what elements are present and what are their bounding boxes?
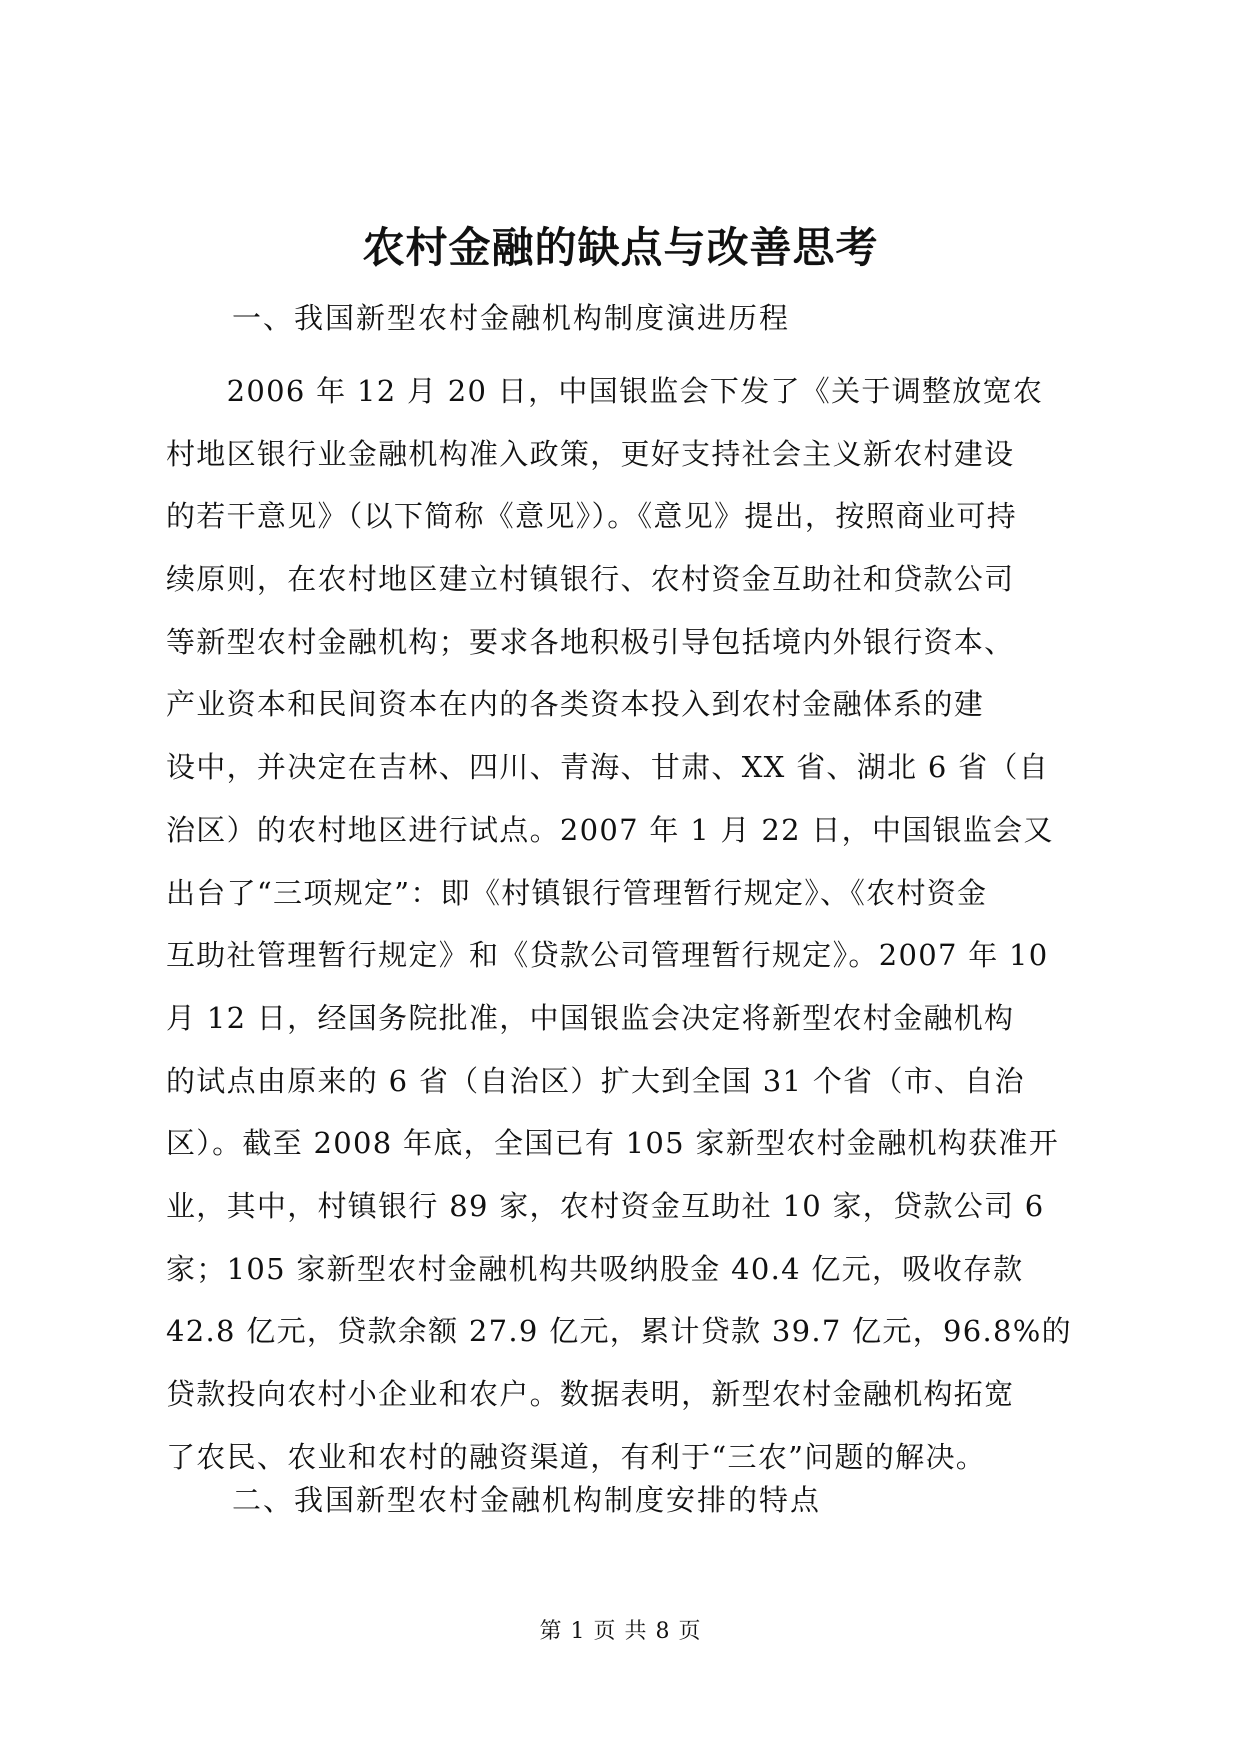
paragraph-line-15: 家；105 家新型农村金融机构共吸纳股金 40.4 亿元，吸收存款 (166, 1251, 1024, 1286)
page-footer: 第 1 页 共 8 页 (539, 1619, 702, 1644)
paragraph-line-5: 等新型农村金融机构；要求各地积极引导包括境内外银行资本、 (166, 624, 1015, 659)
paragraph-line-18: 了农民、农业和农村的融资渠道，有利于“三农”问题的解决。 (166, 1439, 987, 1474)
paragraph-line-2: 村地区银行业金融机构准入政策，更好支持社会主义新农村建设 (166, 436, 1015, 471)
paragraph-line-4: 续原则，在农村地区建立村镇银行、农村资金互助社和贷款公司 (166, 562, 1015, 597)
paragraph-line-10: 互助社管理暂行规定》和《贷款公司管理暂行规定》。2007 年 10 (166, 938, 1049, 973)
paragraph-line-1: 2006 年 12 月 20 日，中国银监会下发了《关于调整放宽农 (166, 374, 1044, 408)
section-heading-1: 一、我国新型农村金融机构制度演进历程 (232, 301, 791, 335)
paragraph-line-14: 业，其中，村镇银行 89 家，农村资金互助社 10 家，贷款公司 6 (166, 1188, 1045, 1223)
paragraph-line-3: 的若干意见》（以下简称《意见》）。《意见》提出，按照商业可持 (166, 499, 1018, 534)
paragraph-line-12: 的试点由原来的 6 省（自治区）扩大到全国 31 个省（市、自治 (166, 1063, 1025, 1098)
paragraph-line-11: 月 12 日，经国务院批准，中国银监会决定将新型农村金融机构 (166, 1000, 1015, 1035)
body-paragraph (166, 360, 1076, 1488)
section-heading-2: 二、我国新型农村金融机构制度安排的特点 (232, 1483, 822, 1517)
paragraph-line-6: 产业资本和民间资本在内的各类资本投入到农村金融体系的建 (166, 687, 985, 722)
paragraph-line-7: 设中，并决定在吉林、四川、青海、甘肃、XX 省、湖北 6 省（自 (166, 750, 1049, 785)
paragraph-line-13: 区）。截至 2008 年底，全国已有 105 家新型农村金融机构获准开 (166, 1126, 1060, 1161)
paragraph-line-16: 42.8 亿元，贷款余额 27.9 亿元，累计贷款 39.7 亿元，96.8%的 (166, 1314, 1072, 1349)
document-title: 农村金融的缺点与改善思考 (362, 223, 879, 272)
paragraph-line-8: 治区）的农村地区进行试点。2007 年 1 月 22 日，中国银监会又 (166, 812, 1054, 847)
paragraph-line-9: 出台了“三项规定”：即《村镇银行管理暂行规定》、《农村资金 (166, 875, 988, 910)
paragraph-line-17: 贷款投向农村小企业和农户。数据表明，新型农村金融机构拓宽 (166, 1377, 1015, 1411)
